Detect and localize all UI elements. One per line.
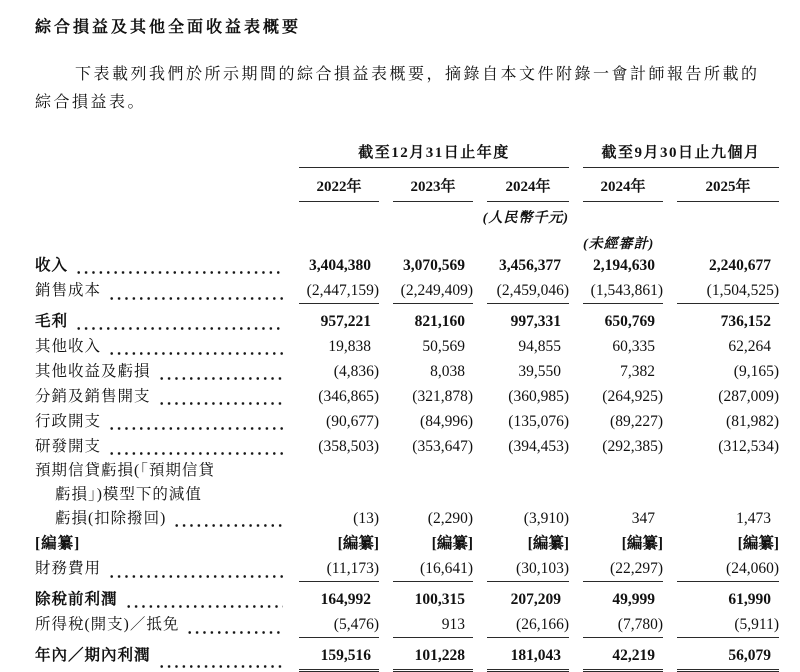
value-cell: (7,780) xyxy=(583,612,663,638)
unaudited-note-row xyxy=(35,227,784,253)
value-cell: 3,070,569 xyxy=(403,257,465,274)
value-cell: 164,992 xyxy=(320,591,371,608)
value-cell: 56,079 xyxy=(677,643,779,672)
value-cell: (30,103) xyxy=(487,556,569,582)
value-cell: (2,249,409) xyxy=(393,278,473,304)
dot-leader xyxy=(108,352,283,355)
row-label: 其他收入 xyxy=(35,334,285,359)
table-row xyxy=(35,253,784,278)
value-cell: 49,999 xyxy=(612,591,655,608)
row-label: 除稅前利潤 xyxy=(35,587,285,612)
value-cell: 42,219 xyxy=(583,643,663,672)
value-cell: (1,543,861) xyxy=(583,278,663,304)
row-label: [編纂] xyxy=(35,535,81,552)
value-cell: 7,382 xyxy=(620,363,655,380)
table-row xyxy=(35,434,784,459)
value-cell: 62,264 xyxy=(728,338,771,355)
table-row xyxy=(35,309,784,334)
year-column-header: 2023年 xyxy=(393,168,473,202)
spacer xyxy=(35,137,285,168)
value-cell: 39,550 xyxy=(518,363,561,380)
value-cell: (26,166) xyxy=(487,612,569,638)
table-header-groups xyxy=(35,137,784,168)
value-cell: (84,996) xyxy=(420,413,473,430)
value-cell: (1,504,525) xyxy=(677,278,779,304)
value-cell: (135,076) xyxy=(508,413,569,430)
value-cell: (2,459,046) xyxy=(487,278,569,304)
table-row xyxy=(35,384,784,409)
value-cell: (9,165) xyxy=(733,363,779,380)
value-cell: (346,865) xyxy=(318,388,379,405)
value-cell: (89,227) xyxy=(610,413,663,430)
value-cell: (312,534) xyxy=(718,438,779,455)
value-cell: (90,677) xyxy=(326,413,379,430)
table-row xyxy=(35,409,784,434)
table-row xyxy=(35,531,784,556)
value-cell: (358,503) xyxy=(318,438,379,455)
value-cell: 101,228 xyxy=(393,643,473,672)
row-label: 收入 xyxy=(35,253,285,278)
table-row xyxy=(35,643,784,672)
dot-leader xyxy=(125,605,283,608)
dot-leader xyxy=(75,271,283,274)
spacer xyxy=(35,168,285,202)
year-column-header: 2022年 xyxy=(299,168,379,202)
value-cell: [編纂] xyxy=(337,535,379,552)
value-cell: 913 xyxy=(393,612,473,638)
value-cell: (360,985) xyxy=(508,388,569,405)
value-cell: 50,569 xyxy=(422,338,465,355)
income-statement-table xyxy=(35,137,784,672)
year-column-header: 2024年 xyxy=(583,168,663,202)
table-row xyxy=(35,612,784,638)
value-cell: 61,990 xyxy=(728,591,771,608)
dot-leader xyxy=(173,524,283,527)
dot-leader xyxy=(158,377,283,380)
row-label: 財務費用 xyxy=(35,556,285,582)
table-row xyxy=(35,556,784,582)
dot-leader xyxy=(108,427,283,430)
value-cell: (3,910) xyxy=(523,510,569,527)
row-label: 研發開支 xyxy=(35,434,285,459)
value-cell: 1,473 xyxy=(736,510,771,527)
value-cell: 2,194,630 xyxy=(593,257,655,274)
dot-leader xyxy=(108,297,283,300)
value-cell: 736,152 xyxy=(720,313,771,330)
value-cell: (287,009) xyxy=(718,388,779,405)
table-header-years xyxy=(35,168,784,202)
row-label: 所得稅(開支)／抵免 xyxy=(35,612,285,638)
value-cell: 8,038 xyxy=(430,363,465,380)
value-cell: (4,836) xyxy=(333,363,379,380)
value-cell: (11,173) xyxy=(299,556,379,582)
row-label: 年內／期內利潤 xyxy=(35,643,285,672)
value-cell: [編纂] xyxy=(431,535,473,552)
value-cell: (2,290) xyxy=(427,510,473,527)
row-label: 其他收益及虧損 xyxy=(35,359,285,384)
value-cell: (13) xyxy=(353,510,379,527)
dot-leader xyxy=(186,631,283,634)
value-cell: (81,982) xyxy=(726,413,779,430)
dot-leader xyxy=(108,575,283,578)
value-cell: (2,447,159) xyxy=(299,278,379,304)
value-cell: 3,456,377 xyxy=(499,257,561,274)
value-cell: 957,221 xyxy=(320,313,371,330)
row-label: 毛利 xyxy=(35,309,285,334)
table-row xyxy=(35,334,784,359)
dot-leader xyxy=(75,327,283,330)
value-cell: 60,335 xyxy=(612,338,655,355)
value-cell: (16,641) xyxy=(393,556,473,582)
value-cell: [編纂] xyxy=(737,535,779,552)
table-row xyxy=(35,587,784,612)
unaudited-note: (未經審計) xyxy=(583,237,655,252)
col-group-annual-label: 截至12月31日止年度 xyxy=(299,137,569,168)
value-cell: (321,878) xyxy=(412,388,473,405)
value-cell: (292,385) xyxy=(602,438,663,455)
value-cell: [編纂] xyxy=(621,535,663,552)
value-cell: [編纂] xyxy=(527,535,569,552)
value-cell: (22,297) xyxy=(583,556,663,582)
year-column-header: 2024年 xyxy=(487,168,569,202)
value-cell: 159,516 xyxy=(299,643,379,672)
value-cell: (264,925) xyxy=(602,388,663,405)
value-cell: 207,209 xyxy=(510,591,561,608)
value-cell: (353,647) xyxy=(412,438,473,455)
currency-unit-note: (人民幣千元) xyxy=(482,211,569,226)
currency-note-row xyxy=(35,202,784,227)
year-column-header: 2025年 xyxy=(677,168,779,202)
value-cell: 347 xyxy=(631,510,655,527)
value-cell: 650,769 xyxy=(604,313,655,330)
value-cell: (24,060) xyxy=(677,556,779,582)
value-cell: 94,855 xyxy=(518,338,561,355)
dot-leader xyxy=(158,402,283,405)
dot-leader xyxy=(158,665,283,668)
value-cell: 3,404,380 xyxy=(309,257,371,274)
dot-leader xyxy=(108,452,283,455)
row-label: 行政開支 xyxy=(35,409,285,434)
value-cell: 997,331 xyxy=(510,313,561,330)
value-cell: (5,911) xyxy=(677,612,779,638)
value-cell: 2,240,677 xyxy=(709,257,771,274)
table-row xyxy=(35,459,784,531)
row-label: 銷售成本 xyxy=(35,278,285,304)
col-group-interim-label: 截至9月30日止九個月 xyxy=(583,137,779,168)
intro-paragraph: 下表載列我們於所示期間的綜合損益表概要，摘錄自本文件附錄一會計師報告所載的綜合損益表。 xyxy=(35,66,760,111)
value-cell: 181,043 xyxy=(487,643,569,672)
row-label: 分銷及銷售開支 xyxy=(35,384,285,409)
value-cell: 100,315 xyxy=(414,591,465,608)
value-cell: 19,838 xyxy=(328,338,371,355)
table-row xyxy=(35,359,784,384)
value-cell: (5,476) xyxy=(299,612,379,638)
table-row xyxy=(35,278,784,304)
page-title: 綜合損益及其他全面收益表概要 xyxy=(35,19,302,36)
value-cell: 821,160 xyxy=(414,313,465,330)
value-cell: (394,453) xyxy=(508,438,569,455)
row-label: 預期信貸虧損(「預期信貸 虧損」)模型下的減值 虧損(扣除撥回) xyxy=(35,459,285,531)
